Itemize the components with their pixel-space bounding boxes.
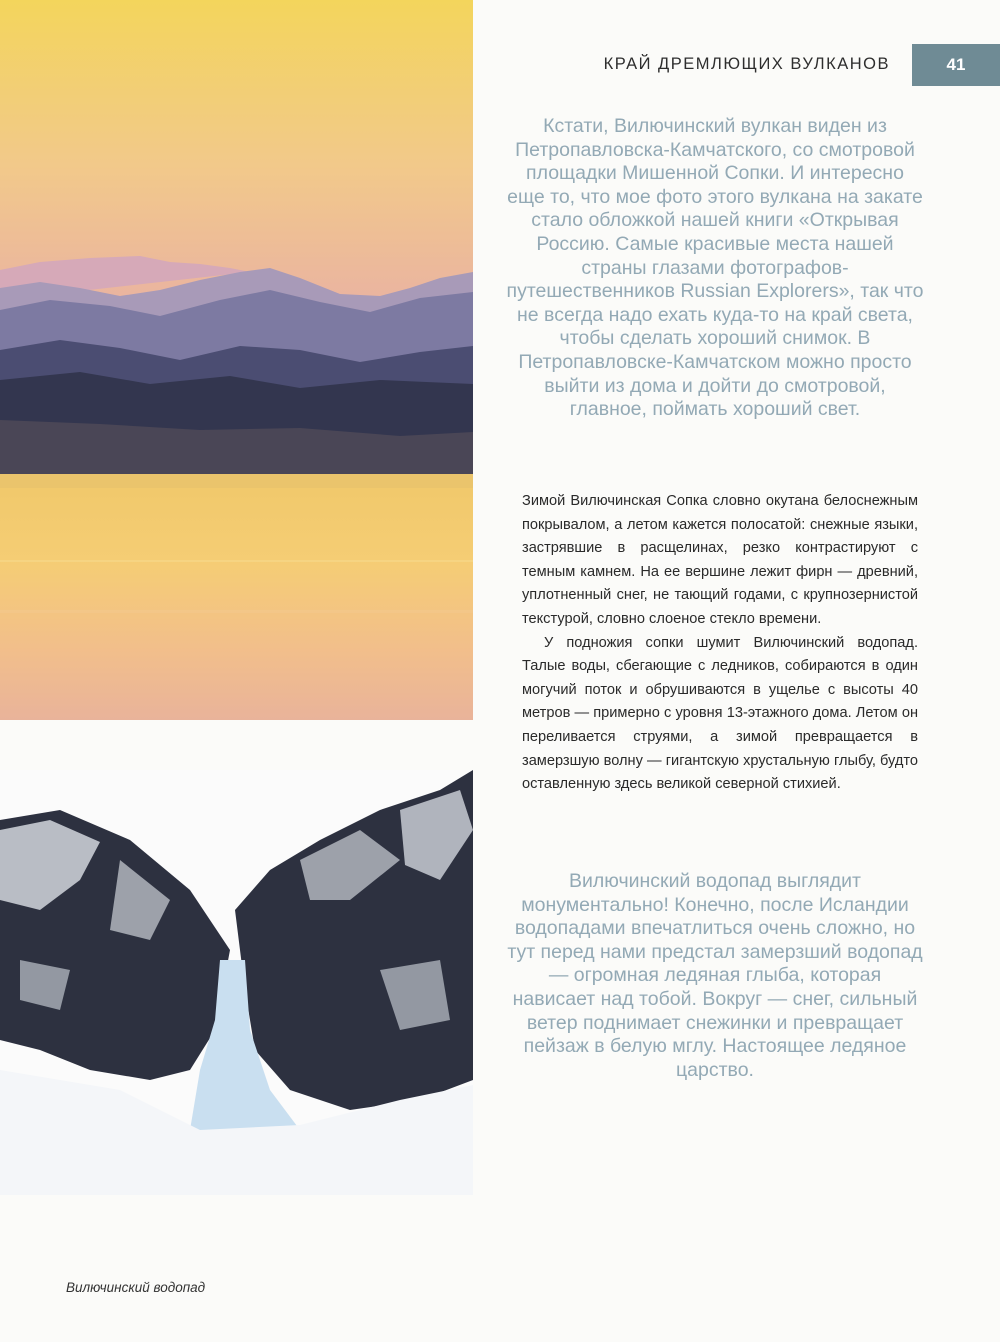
paragraph: У подножия сопки шумит Вилючинский водопад. Талые воды, сбегающие с ледников, собираются в один могучий поток и обрушиваются в ущелье с высоты 40 метров — примерно с уровня 13-этажного дома. Летом он переливается струями, а зимой превращается в замерзшую волну — гигантскую хрустальную глыбу, будто оставленную здесь великой северной стихией. xyxy=(522,634,918,793)
running-title: КРАЙ ДРЕМЛЮЩИХ ВУЛКАНОВ xyxy=(603,55,890,73)
page-number: 41 xyxy=(946,55,966,74)
page-number-tab xyxy=(912,44,1000,86)
sunset-mountains-photo xyxy=(0,0,473,720)
pull-quote: Кстати, Вилючинский вулкан виден из Петропавловска-Камчатского, со смотровой площадки Мишенной Сопки. И интересно еще то, что мое фото этого вулкана на закате стало обложкой нашей книги «Открывая Россию. Самые красивые места нашей страны глазами фотографов-путешественников Russian Explorers», так что не всегда надо ехать куда-то на край света, чтобы сделать хороший снимок. В Петропавловске-Камчатском можно просто выйти из дома и дойти до смотровой, главное, поймать хороший свет. xyxy=(506,115,924,421)
paragraph: Зимой Вилючинская Сопка словно окутана белоснежным покрывалом, а летом кажется полосатой: снежные языки, застрявшие в расщелинах, резко контрастируют с темным камнем. На ее вершине лежит фирн — древний, уплотненный снег, не тающий годами, с крупнозернистой текстурой, словно слоеное стекло времени. xyxy=(522,493,918,627)
frozen-waterfall-photo xyxy=(0,770,473,1195)
body-text xyxy=(522,490,918,797)
pull-quote: Вилючинский водопад выглядит монументально! Конечно, после Исландии водопадами впечатлиться очень сложно, но тут перед нами предстал замерзший водопад — огромная ледяная глыба, которая нависает над тобой. Вокруг — снег, сильный ветер поднимает снежинки и превращает пейзаж в белую мглу. Настоящее ледяное царство. xyxy=(507,870,923,1081)
photo-caption: Вилючинский водопад xyxy=(66,1280,206,1295)
